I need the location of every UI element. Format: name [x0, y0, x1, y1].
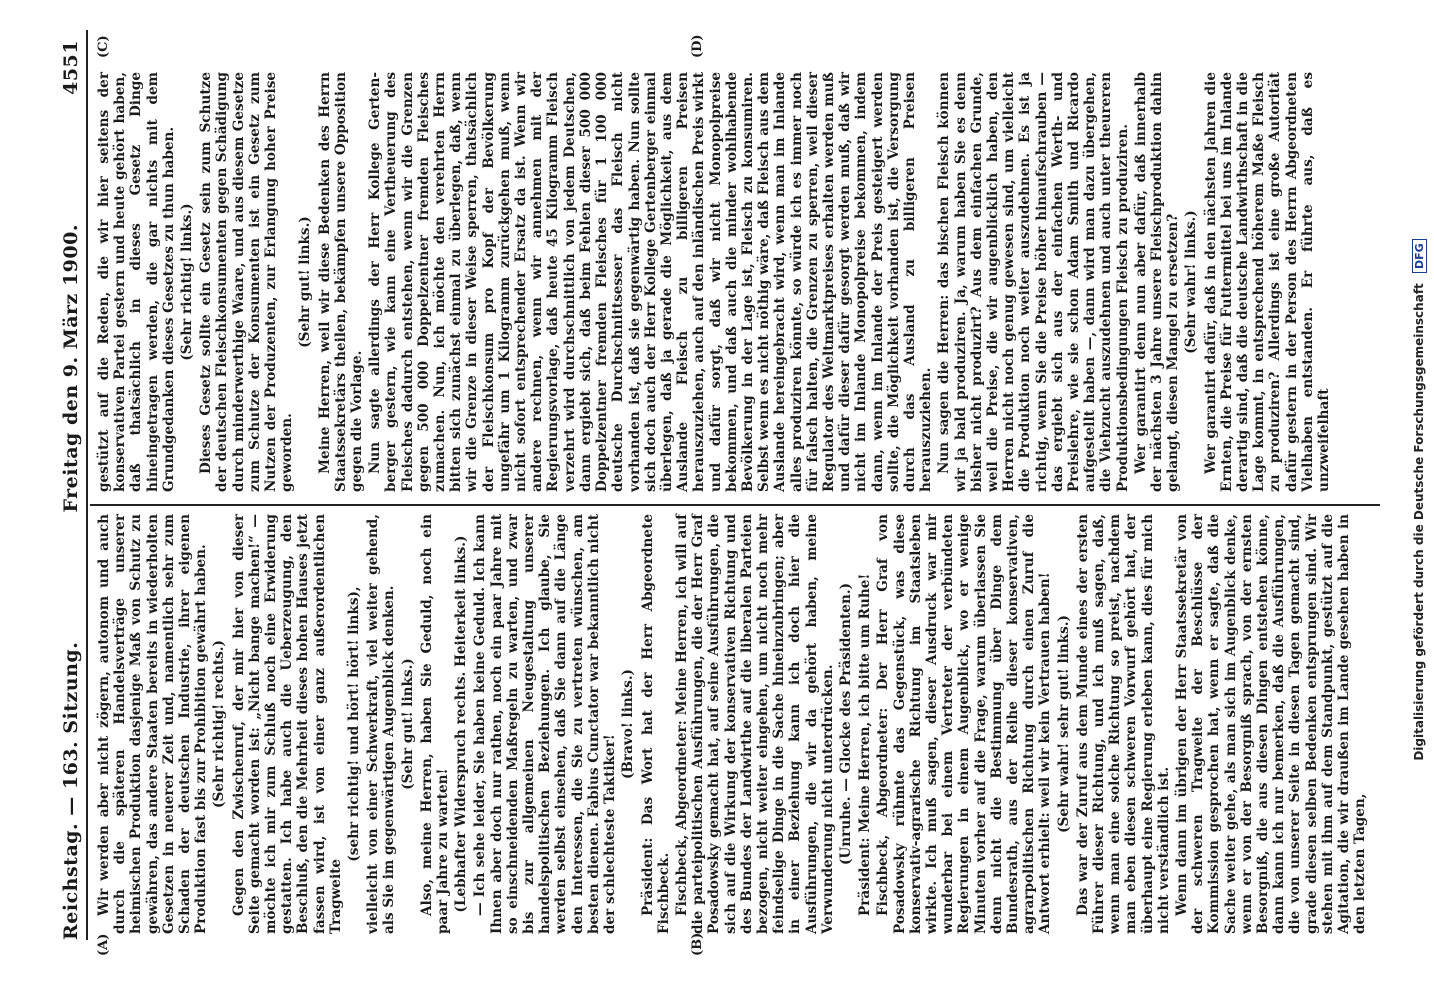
- interjection: (Sehr richtig! rechts.): [211, 640, 228, 808]
- paragraph: Fischbeck, Abgeordneter: Meine Herren, ich will auf die parteipolitischen Ausführungen, die der Herr Graf Posadowsky gemacht hat, auf seine Ausführungen, die sich auf die Wirkung der konservativen Richtung und des Bundes der Landwirthe auf die liberalen Parteien bezogen, nicht weiter eingehen, um nicht noch mehr feindselige Dinge in die Sache hineinzubringen; aber in einer Beziehung kann ich doch hier die Ausführungen, die wir da gehört haben, meine Verwunderung nicht unterdrücken.: [673, 514, 836, 934]
- paragraph: Nun sagen die Herren: das bischen Fleisch können wir ja bald produziren. Ja, warum haben Sie es denn bisher nicht produzirt? Aus dem einfachen Grunde, weil die Preise, die wir augenblicklich haben, den Herren nicht noch genug gewesen sind, um vielleicht die Produktion noch weiter auszudehnen. Es ist ja richtig, wenn Sie die Preise höher hinaufschrauben — das ergiebt sich aus der einfachen Werth- und Preislehre, wie sie schon Adam Smith und Ricardo aufgestellt haben —, dann wird man dazu übergehen, die Viehzucht auszudehnen und auch unter theureren Produktionsbedingungen Fleisch zu produziren.: [936, 72, 1131, 492]
- margin-marker-d: (D): [690, 34, 705, 58]
- left-column: [96, 514, 1370, 934]
- paragraph: Das war der Zuruf aus dem Munde eines der ersten Führer dieser Richtung, und ich muß sagen, daß, wenn man eine solche Richtung so preist, nachdem man eben diesen schweren Vorwurf gehört hat, der überhaupt eine Regierung erleben kann, dies für mich nicht verständlich ist.: [1074, 514, 1172, 934]
- paragraph: Wer garantirt dafür, daß in den nächsten Jahren die Ernten, die Preise für Futtermittel bei uns im Inlande derartig sind, daß die deutsche Landwirthschaft in die Lage kommt, in entsprechend höherem Maße Fleisch zu produziren? Allerdings ist eine große Autorität dafür gestern in der Person des Herrn Abgeordneten Vielhaben entstanden. Er führte aus, daß es unzweifelhaft: [1202, 72, 1333, 492]
- paragraph: Gegen den Zwischenruf, der mir hier von dieser Seite gemacht worden ist: „Nicht bange machen!“ — möchte ich mir zum Schluß noch eine Erwiderung gestatten. Ich habe auch die Ueberzeugung, den Beschluß, den die Mehrheit dieses hohen Hauses jetzt fassen wird, ist von einer ganz außerordentlichen Tragweite: [230, 514, 344, 934]
- paragraph: Nun sagte allerdings der Herr Kollege Gerten-berger gestern, wie kann eine Vertheuerung des Fleisches dadurch entstehen, wenn wir die Grenzen gegen 500 000 Doppelzentner fremden Fleisches zumachen. Nun, ich möchte den verehrten Herrn bitten sich zunächst einmal zu überlegen, daß, wenn wir die Grenze in dieser Weise sperren, thatsächlich der Fleischkonsum pro Kopf der Bevölkerung ungefähr um 1 Kilogramm zurückgehen muß, wenn nicht sofort entsprechender Ersatz da ist. Wenn wir andere rechnen, wenn wir annehmen mit der Regierungsvorlage, daß heute 45 Kilogramm Fleisch verzehrt wird durchschnittlich von jedem Deutschen, dann ergiebt sich, daß beim Fehlen dieser 500 000 Doppelzentner fremden Fleisches für 1 100 000 deutsche Durchschnittsesser das Fleisch nicht vorhanden ist, daß sie gegenwärtig haben. Nun sollte sich doch auch der Herr Kollege Gertenberger einmal überlegen, daß ja gerade die Möglichkeit, aus dem Auslande Fleisch zu billigeren Preisen herauszuziehen, auch auf den inländischen Preis wirkt und dafür sorgt, daß wir nicht Monopolpreise bekommen, und daß auch die minder wohlhabende Bevölkerung in der Lage ist, Fleisch zu konsumiren. Selbst wenn es nicht nöthig wäre, daß Fleisch aus dem Auslande hereingebracht wird, wenn man im Inlande alles produziren könnte, so würde ich es immer noch für falsch halten, die Grenzen zu sperren, weil dieser Regulator des Weltmarktpreises erhalten werden muß und dafür dieser dafür gesorgt werden muß, daß wir nicht im Inlande Monopolpreise bekommen, indem dann, wenn im Inlande der Preis gesteigert werden sollte, die Möglichkeit vorhanden ist, die Versorgung durch das Ausland zu billigeren Preisen herauszuziehen.: [367, 72, 935, 492]
- paragraph: vielleicht von einer Schwerkraft, viel weiter gehend, als Sie im gegenwärtigen Augenblick denken.: [365, 514, 398, 934]
- page-header: [48, 40, 82, 940]
- margin-marker-b: (B): [690, 932, 705, 956]
- header-rule: [86, 30, 88, 940]
- interjection: (Lebhafter Widerspruch rechts. Heiterkeit links.): [453, 535, 470, 913]
- footer-text: Digitalisierung gefördert durch die Deutsche Forschungsgemeinschaft: [1412, 283, 1426, 761]
- dfg-logo: DFG: [1412, 239, 1427, 273]
- paragraph: Wir werden aber nicht zögern, autonom und auch durch die späteren Handelsverträge unserer heimischen Produktion dasjenige Maß von Schutz zu gewähren, das andere Staaten bereits in wiederholten Gesetzen in neuerer Zeit und, namentlich sehr zum Schaden der deutschen Industrie, ihrer eigenen Produktion fast bis zur Prohibition gewährt haben.: [96, 514, 210, 934]
- page-number: 4551: [60, 40, 82, 95]
- paragraph: gestützt auf die Reden, die wir hier seitens der konservativen Partei gestern und heute gehört haben, daß thatsächlich in dieses Gesetz Dinge hineingetragen werden, die gar nichts mit dem Grundgedanken dieses Gesetzes zu thun haben.: [96, 72, 177, 492]
- paragraph: Präsident: Meine Herren, ich bitte um Ruhe!: [857, 573, 874, 916]
- header-left: Reichstag. — 163. Sitzung.: [60, 641, 82, 940]
- interjection: (Unruhe. — Glocke des Präsidenten.): [837, 582, 854, 866]
- column-divider: [90, 504, 1380, 506]
- interjection: (sehr richtig! und hört! hört! links),: [346, 586, 363, 862]
- paragraph: Wenn dann im übrigen der Herr Staatssekretär von der schweren Tragweite der Beschlüsse der Kommission gesprochen hat, wenn er sagte, daß die Sache weiter gehe, als man sich im Augenblick denke, wenn er von der Besorgniß sprach, von der ernsten Besorgniß, die aus diesen Dingen entstehen könne, dann kann ich nur bemerken, daß die Ausführungen, die von unserer Seite in diesen Tagen gemacht sind, grade diesen selben Bedenken entsprungen sind. Wir stehen mit ihm auf dem Standpunkt, gestützt auf die Agitation, die wir draußen im Lande gesehen haben in den letzten Tagen,: [1174, 514, 1369, 934]
- interjection: (Sehr wahr! links.): [1183, 210, 1200, 354]
- interjection: (Sehr gut! links.): [399, 658, 416, 790]
- margin-marker-c: (C): [96, 35, 111, 58]
- paragraph: Präsident: Das Wort hat der Herr Abgeordnete Fischbeck.: [639, 514, 672, 934]
- interjection: (Sehr gut! links.): [297, 216, 314, 348]
- paragraph: Wer garantirt denn nun aber dafür, daß innerhalb der nächsten 3 Jahre unsere Fleischproduktion dahin gelangt, diesen Mangel zu ersetzen?: [1132, 72, 1182, 492]
- interjection: (Sehr richtig! links.): [179, 203, 196, 361]
- header-date: Freitag den 9. März 1900.: [60, 224, 82, 513]
- margin-marker-a: (A): [96, 933, 111, 956]
- interjection: (Bravo! links.): [620, 669, 637, 780]
- digitization-footer: [1412, 0, 1427, 1000]
- right-column: [96, 72, 1334, 492]
- paragraph: Dieses Gesetz sollte ein Gesetz sein zum Schutze der deutschen Fleischkonsumenten gegen Schädigung durch minderwerthige Waare, und aus diesem Gesetze zum Schutze der Konsumenten ist ein Gesetz zum Nutzen der Produzenten, zur Erlangung hoher Preise geworden.: [198, 72, 296, 492]
- interjection: (Sehr wahr! sehr gut! links.): [1055, 615, 1072, 833]
- paragraph: Meine Herren, weil wir diese Bedenken des Herrn Staatssekretärs theilen, bekämpfen unsere Opposition gegen die Vorlage.: [316, 72, 366, 492]
- paragraph: — Ich sehe leider, Sie haben keine Geduld. Ich kann Ihnen aber doch nur rathen, noch ein paar Jahre mit so einschneidenden Maßregeln zu warten, und zwar bis zur allgemeinen Neugestaltung unserer handelspolitischen Beziehungen. Ich glaube, Sie werden selbst einsehen, daß Sie dann auf die Länge den Interessen, die Sie zu vertreten wünschen, am besten dienen. Fabius Cunctator war bekanntlich nicht der schlechteste Taktiker!: [472, 514, 619, 934]
- paragraph: Fischbeck, Abgeordneter: Der Herr Graf von Posadowsky rühmte das Gegenstück, was diese konservativ-agrarische Richtung im Staatsleben wirkte. Ich muß sagen, dieser Ausdruck war mir wunderbar bei einem Vertreter der verbündeten Regierungen in einem Augenblick, wo er wenige Minuten vorher auf die Frage, warum überlassen Sie denn nicht die Bestimmung über Dinge dem Bundesrath, aus der Reihe dieser konservativen, agrarpolitischen Richtung durch einen Zuruf die Antwort erhielt: weil wir kein Vertrauen haben!: [875, 514, 1054, 934]
- paragraph: Also, meine Herren, haben Sie Geduld, noch ein paar Jahre zu warten!: [418, 514, 452, 934]
